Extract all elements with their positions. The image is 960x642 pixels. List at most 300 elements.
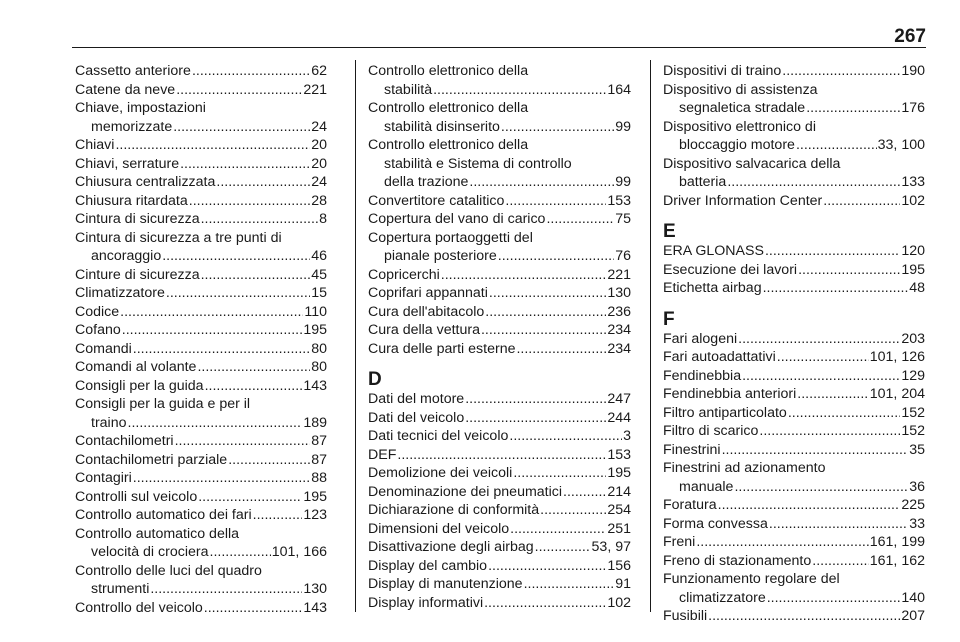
leader-dots [465, 409, 606, 428]
index-entry [368, 520, 631, 539]
index-entry [663, 570, 925, 607]
index-entry [75, 599, 327, 618]
leader-dots [563, 483, 606, 502]
index-entry [368, 340, 631, 359]
index-entry-term: Freni [663, 534, 696, 550]
index-entry-term: Controllo automatico dei fari [75, 507, 252, 523]
index-entry-page: 195 [901, 261, 925, 278]
index-entry [663, 261, 925, 280]
index-entry-page: 234 [607, 340, 631, 357]
index-entry [368, 62, 631, 99]
index-entry [663, 404, 925, 423]
index-entry [75, 284, 327, 303]
index-entry-page: 247 [607, 391, 631, 407]
index-entry-page: 120 [901, 243, 925, 259]
leader-dots [763, 279, 909, 298]
index-entry-term: Copricerchi [368, 266, 440, 283]
leader-dots [210, 543, 271, 562]
leader-dots [197, 358, 310, 377]
index-entry-term: Display di manutenzione [368, 576, 523, 592]
leader-dots [769, 515, 908, 534]
leader-dots [738, 330, 900, 349]
index-entry [75, 340, 327, 359]
index-entry [75, 99, 327, 136]
index-entry [663, 279, 925, 298]
index-entry-term: Forma convessa [663, 515, 768, 532]
index-entry-term: Fusibili [663, 608, 708, 624]
index-entry [368, 464, 631, 483]
index-entry [663, 607, 925, 626]
index-entry-term: Cassetto anteriore [75, 63, 191, 79]
index-entry-term: Driver Information Center [663, 192, 823, 209]
index-entry-line: Controllo elettronico della [368, 63, 529, 79]
index-entry-page: 20 [311, 137, 327, 153]
index-entry-term: Climatizzatore [75, 285, 165, 301]
leader-dots [510, 520, 606, 539]
index-entry [663, 515, 925, 534]
index-entry-term: Cinture di sicurezza [75, 266, 200, 283]
index-entry-page: 24 [311, 174, 327, 190]
index-entry [368, 303, 631, 322]
index-entry-page: 161, 162 [869, 552, 925, 569]
index-entry-term: Fendinebbia anteriori [663, 386, 797, 402]
index-entry-term: DEF [368, 446, 397, 463]
index-entry-term: Dimensioni del veicolo [368, 520, 510, 537]
index-entry-page: 130 [303, 581, 327, 597]
leader-dots [727, 173, 900, 192]
index-entry-term: Controlli sul veicolo [75, 488, 198, 505]
index-entry-term: Contachilometri [75, 433, 174, 449]
index-entry [663, 155, 925, 192]
index-entry [368, 210, 631, 229]
index-entry-line: Chiave, impostazioni [75, 100, 206, 116]
leader-dots [524, 575, 615, 594]
index-entry [368, 284, 631, 303]
leader-dots [128, 414, 303, 433]
index-entry [75, 229, 327, 266]
index-entry [368, 594, 631, 613]
index-entry-page: 153 [607, 446, 631, 463]
index-entry-term: Display informativi [368, 594, 484, 611]
index-entry-page: 36 [909, 478, 925, 495]
index-entry-page: 88 [311, 470, 327, 486]
leader-dots [481, 321, 606, 340]
index-entry-term: Fendinebbia [663, 367, 742, 384]
index-entry-term: pianale posteriore [384, 248, 497, 264]
index-entry-page: 101, 126 [869, 349, 925, 365]
index-entry-page: 28 [311, 192, 327, 209]
index-entry [75, 173, 327, 192]
index-entry-line: Controllo elettronico della [368, 100, 529, 116]
leader-dots [198, 488, 302, 507]
index-entry-term: ERA GLONASS [663, 243, 764, 259]
leader-dots [509, 427, 622, 446]
index-entry-page: 87 [311, 451, 327, 468]
leader-dots [798, 261, 900, 280]
leader-dots [513, 464, 606, 483]
index-entry-page: 130 [607, 285, 631, 301]
leader-dots [204, 599, 303, 618]
index-entry-page: 143 [303, 599, 327, 616]
index-entry-line: Controllo elettronico della [368, 137, 529, 153]
leader-dots [823, 192, 900, 211]
index-entry-line: Controllo delle luci del quadro [75, 562, 262, 579]
index-entry-page: 156 [607, 557, 631, 574]
index-entry-term: Filtro antiparticolato [663, 404, 787, 421]
leader-dots [806, 99, 900, 118]
index-entry [75, 432, 327, 451]
index-entry-page: 129 [901, 367, 925, 384]
leader-dots [433, 81, 606, 100]
index-entry-term: Contachilometri parziale [75, 451, 228, 468]
index-entry [368, 229, 631, 266]
index-entry-page: 195 [303, 322, 327, 338]
leader-dots [133, 469, 310, 488]
index-entry-term: Coprifari appannati [368, 285, 488, 301]
index-letter-heading: D [368, 369, 382, 390]
leader-dots [180, 155, 310, 174]
header-rule [72, 47, 926, 48]
index-entry-page: 99 [615, 174, 631, 190]
leader-dots [734, 478, 908, 497]
index-entry-term: strumenti [91, 581, 150, 597]
index-entry-term: Cofano [75, 322, 121, 338]
index-entry [368, 427, 631, 446]
index-entry [368, 99, 631, 136]
leader-dots [175, 432, 311, 451]
index-entry-page: 152 [901, 423, 925, 439]
index-entry [75, 562, 327, 599]
leader-dots [489, 284, 606, 303]
column-divider [355, 60, 356, 612]
index-entry [368, 538, 631, 557]
leader-dots [465, 390, 606, 409]
index-entry-term: segnaletica stradale [679, 100, 806, 116]
index-entry-term: Denominazione dei pneumatici [368, 483, 563, 500]
leader-dots [501, 118, 614, 137]
index-entry-term: Dispositivi di traino [663, 63, 782, 79]
index-column-2 [368, 62, 631, 612]
leader-dots [782, 62, 900, 81]
index-entry-page: 254 [607, 502, 631, 518]
leader-dots [469, 173, 614, 192]
index-entry-page: 15 [311, 285, 327, 301]
leader-dots [546, 210, 614, 229]
index-entry-page: 207 [901, 608, 925, 624]
index-entry [75, 451, 327, 470]
leader-dots [488, 557, 606, 576]
index-entry-term: Chiavi [75, 137, 115, 153]
index-entry-page: 53, 97 [591, 539, 631, 555]
index-entry-line: Dispositivo elettronico di [663, 118, 816, 135]
index-entry [663, 496, 925, 515]
index-entry-page: 214 [607, 483, 631, 500]
index-entry-term: Cintura di sicurezza [75, 211, 200, 227]
index-entry-page: 20 [311, 155, 327, 172]
index-entry-page: 203 [901, 330, 925, 347]
index-column-3 [663, 62, 925, 626]
index-entry [75, 525, 327, 562]
index-entry [75, 395, 327, 432]
leader-dots [162, 247, 310, 266]
index-entry-term: Contagiri [75, 470, 132, 486]
index-entry-page: 80 [311, 340, 327, 357]
index-entry-page: 176 [901, 100, 925, 116]
index-entry-page: 91 [615, 576, 631, 592]
index-entry [75, 81, 327, 100]
index-entry-page: 189 [303, 414, 327, 431]
index-entry-page: 195 [607, 465, 631, 481]
leader-dots [166, 284, 310, 303]
index-entry-term: Cura dell'abitacolo [368, 303, 485, 320]
leader-dots [122, 321, 303, 340]
index-entry-term: Dati tecnici del veicolo [368, 428, 509, 444]
index-entry-term: Disattivazione degli airbag [368, 539, 534, 555]
index-entry-page: 8 [319, 211, 327, 227]
index-entry-page: 87 [311, 433, 327, 449]
leader-dots [708, 607, 900, 626]
index-entry [368, 575, 631, 594]
leader-dots [759, 422, 900, 441]
leader-dots [253, 506, 303, 525]
index-entry [75, 469, 327, 488]
index-entry-page: 221 [607, 266, 631, 283]
index-entry-page: 101, 204 [869, 386, 925, 402]
index-entry-page: 140 [901, 589, 925, 606]
index-entry [75, 62, 327, 81]
leader-dots [535, 538, 591, 557]
index-entry-term: stabilità [384, 81, 433, 98]
leader-dots [797, 385, 868, 404]
index-entry [663, 422, 925, 441]
index-entry-page: 62 [311, 63, 327, 79]
index-entry-line: Cintura di sicurezza a tre punti di [75, 229, 282, 246]
index-entry-term: Dati del motore [368, 391, 465, 407]
leader-dots [796, 136, 877, 155]
index-entry-term: Fari alogeni [663, 330, 738, 347]
index-entry-line: stabilità e Sistema di controllo [384, 155, 572, 172]
index-entry [663, 367, 925, 386]
leader-dots [201, 266, 311, 285]
index-entry [75, 506, 327, 525]
index-entry-page: 110 [304, 303, 327, 320]
index-entry-term: Dichiarazione di conformità [368, 502, 540, 518]
index-entry-page: 143 [303, 377, 327, 394]
index-entry [75, 192, 327, 211]
index-entry [663, 533, 925, 552]
index-entry [663, 552, 925, 571]
index-entry-term: Cura delle parti esterne [368, 340, 516, 357]
index-entry-page: 123 [303, 507, 327, 523]
index-entry-term: batteria [679, 174, 727, 190]
index-entry [663, 385, 925, 404]
index-entry-term: Copertura del vano di carico [368, 211, 546, 227]
index-entry-term: Controllo del veicolo [75, 599, 203, 616]
leader-dots [696, 533, 868, 552]
leader-dots [216, 173, 310, 192]
leader-dots [505, 192, 606, 211]
index-entry-term: Dati del veicolo [368, 409, 465, 426]
leader-dots [441, 266, 607, 285]
index-entry [368, 321, 631, 340]
leader-dots [788, 404, 901, 423]
leader-dots [115, 136, 310, 155]
index-entry [368, 390, 631, 409]
index-entry-term: Catene da neve [75, 81, 176, 98]
index-entry-term: Esecuzione dei lavori [663, 261, 798, 278]
index-entry-page: 35 [909, 441, 925, 458]
index-entry-term: traino [91, 414, 127, 431]
index-letter-heading: E [663, 221, 676, 242]
index-entry-term: Cura della vettura [368, 322, 480, 338]
leader-dots [812, 552, 869, 571]
index-entry-term: Foratura [663, 497, 717, 513]
index-entry-term: memorizzate [91, 118, 173, 135]
index-entry-page: 161, 199 [869, 534, 925, 550]
leader-dots [742, 367, 900, 386]
index-entry-term: Chiusura ritardata [75, 192, 188, 209]
index-entry-page: 24 [311, 118, 327, 135]
index-entry-page: 190 [901, 63, 925, 79]
index-entry-page: 33, 100 [877, 137, 925, 153]
index-column-1 [75, 62, 327, 617]
leader-dots [192, 62, 310, 81]
index-entry-term: Consigli per la guida [75, 377, 204, 394]
leader-dots [485, 303, 606, 322]
index-entry-page: 99 [615, 118, 631, 135]
index-entry-term: ancoraggio [91, 248, 162, 264]
index-entry-term: climatizzatore [679, 589, 766, 606]
index-entry-page: 236 [607, 303, 631, 320]
index-entry-term: Demolizione dei veicoli [368, 465, 513, 481]
index-entry-line: Finestrini ad azionamento [663, 460, 826, 476]
index-entry-term: Convertitore catalitico [368, 192, 505, 209]
leader-dots [722, 441, 909, 460]
index-letter-heading: F [663, 308, 675, 330]
leader-dots [189, 192, 310, 211]
index-entry-page: 164 [607, 81, 631, 98]
index-entry [368, 483, 631, 502]
index-entry-term: manuale [679, 478, 734, 495]
leader-dots [397, 446, 606, 465]
index-entry [368, 192, 631, 211]
index-entry-page: 221 [303, 81, 327, 98]
index-entry-page: 234 [607, 322, 631, 338]
index-entry [75, 210, 327, 229]
index-entry [75, 358, 327, 377]
index-entry [75, 136, 327, 155]
index-entry-line: Funzionamento regolare del [663, 571, 840, 587]
leader-dots [228, 451, 310, 470]
index-entry-page: 80 [311, 359, 327, 375]
index-entry [368, 501, 631, 520]
index-entry [368, 557, 631, 576]
index-entry [75, 303, 327, 322]
leader-dots [498, 247, 614, 266]
index-entry-page: 102 [901, 192, 925, 209]
index-entry-page: 251 [607, 520, 631, 537]
leader-dots [173, 118, 310, 137]
leader-dots [120, 303, 303, 322]
index-entry-term: Freno di stazionamento [663, 552, 812, 569]
index-entry-term: Comandi al volante [75, 359, 197, 375]
index-entry-page: 76 [615, 248, 631, 264]
leader-dots [516, 340, 606, 359]
leader-dots [777, 348, 869, 367]
index-entry-line: Copertura portaoggetti del [368, 229, 533, 246]
leader-dots [150, 580, 302, 599]
index-entry-term: Etichetta airbag [663, 280, 762, 296]
index-entry [663, 192, 925, 211]
index-entry-page: 46 [311, 248, 327, 264]
leader-dots [201, 210, 319, 229]
index-entry [75, 155, 327, 174]
index-entry-page: 102 [607, 594, 631, 611]
index-entry-term: Codice [75, 303, 120, 320]
index-entry-term: Display del cambio [368, 557, 488, 574]
index-entry [75, 377, 327, 396]
index-entry-line: Dispositivo salvacarica della [663, 155, 841, 172]
index-entry-page: 33 [909, 515, 925, 532]
index-entry-page: 195 [303, 488, 327, 505]
index-entry-line: Controllo automatico della [75, 525, 240, 542]
index-entry [663, 242, 925, 261]
leader-dots [718, 496, 901, 515]
index-entry-page: 133 [901, 174, 925, 190]
index-entry-page: 152 [901, 404, 925, 421]
index-entry [75, 488, 327, 507]
index-entry-page: 45 [311, 266, 327, 283]
index-entry [663, 459, 925, 496]
index-entry-term: Fari autoadattativi [663, 349, 776, 365]
index-entry-term: Chiavi, serrature [75, 155, 180, 172]
index-entry-term: Comandi [75, 340, 132, 357]
index-entry-page: 101, 166 [271, 544, 327, 560]
index-entry-page: 244 [607, 409, 631, 426]
index-entry [663, 62, 925, 81]
index-entry [368, 266, 631, 285]
index-entry-term: della trazione [384, 174, 469, 190]
leader-dots [176, 81, 302, 100]
index-entry [663, 81, 925, 118]
index-entry-term: Chiusura centralizzata [75, 174, 216, 190]
page-number: 267 [894, 26, 926, 47]
index-entry [663, 118, 925, 155]
leader-dots [540, 501, 606, 520]
index-entry-page: 153 [607, 192, 631, 209]
index-entry-term: velocità di crociera [91, 544, 209, 560]
leader-dots [767, 589, 901, 608]
leader-dots [133, 340, 310, 359]
index-entry-page: 225 [901, 497, 925, 513]
index-entry-line: Dispositivo di assistenza [663, 81, 818, 98]
index-entry-term: bloccaggio motore [679, 137, 795, 153]
index-entry-page: 3 [623, 428, 631, 444]
column-divider [650, 60, 651, 612]
index-entry [368, 136, 631, 192]
index-entry-page: 48 [909, 280, 925, 296]
index-entry-line: Consigli per la guida e per il [75, 396, 251, 412]
leader-dots [205, 377, 303, 396]
leader-dots [765, 242, 900, 261]
index-entry-page: 75 [615, 211, 631, 227]
index-entry [663, 348, 925, 367]
index-entry [663, 441, 925, 460]
index-entry [368, 446, 631, 465]
index-entry [75, 321, 327, 340]
index-entry-term: Filtro di scarico [663, 423, 759, 439]
index-entry-term: Finestrini [663, 441, 721, 458]
